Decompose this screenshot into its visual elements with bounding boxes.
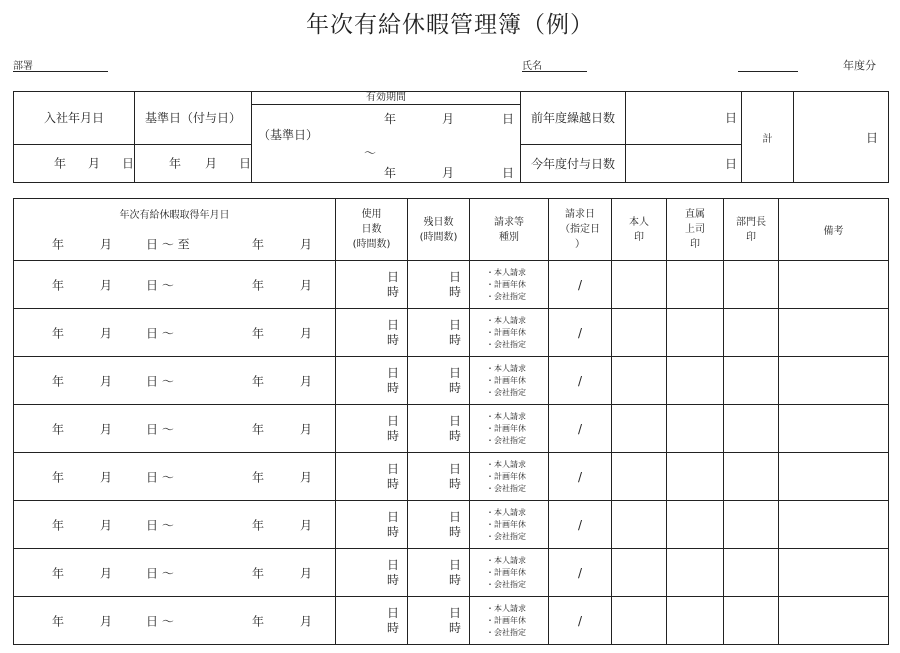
self-seal-cell[interactable] — [612, 453, 667, 501]
leave-date-range[interactable]: 年 月 日 ～ 年 月 — [14, 549, 336, 597]
carryover-value[interactable]: 日 — [626, 92, 742, 145]
hire-date-header: 入社年月日 — [14, 92, 135, 145]
request-date-cell[interactable]: / — [549, 501, 612, 549]
request-type-cell[interactable]: ・本人請求 ・計画年休 ・会社指定 — [470, 597, 549, 645]
valid-to-day: 日 — [502, 166, 515, 180]
request-type-cell[interactable]: ・本人請求 ・計画年休 ・会社指定 — [470, 453, 549, 501]
used-days-cell[interactable]: 日 時 — [336, 309, 408, 357]
supervisor-seal-cell[interactable] — [667, 309, 724, 357]
remarks-header: 備考 — [779, 199, 889, 261]
used-days-cell[interactable]: 日 時 — [336, 453, 408, 501]
leave-record-row — [14, 453, 889, 501]
manager-seal-cell[interactable] — [724, 453, 779, 501]
valid-to-year: 年 — [384, 166, 397, 180]
manager-seal-cell[interactable] — [724, 261, 779, 309]
dept-label: 部署 — [13, 61, 33, 72]
request-date-cell[interactable]: / — [549, 597, 612, 645]
request-type-header: 請求等 種別 — [470, 199, 549, 261]
summary-table — [13, 91, 889, 183]
valid-period-label: 有効期間 — [252, 92, 520, 105]
leave-date-range[interactable]: 年 月 日 ～ 年 月 — [14, 597, 336, 645]
leave-date-range[interactable]: 年 月 日 ～ 年 月 — [14, 501, 336, 549]
used-days-cell[interactable]: 日 時 — [336, 597, 408, 645]
self-seal-cell[interactable] — [612, 357, 667, 405]
remaining-days-cell[interactable]: 日 時 — [408, 261, 470, 309]
leave-record-row — [14, 597, 889, 645]
dept-underline[interactable] — [13, 71, 108, 72]
manager-seal-cell[interactable] — [724, 501, 779, 549]
self-seal-cell[interactable] — [612, 405, 667, 453]
self-seal-cell[interactable] — [612, 597, 667, 645]
carryover-label: 前年度繰越日数 — [521, 92, 626, 145]
valid-from-day: 日 — [502, 112, 515, 126]
self-seal-cell[interactable] — [612, 549, 667, 597]
remarks-cell[interactable] — [779, 453, 889, 501]
granted-label: 今年度付与日数 — [521, 144, 626, 182]
self-seal-cell[interactable] — [612, 309, 667, 357]
remarks-cell[interactable] — [779, 549, 889, 597]
name-label: 氏名 — [522, 61, 542, 72]
remaining-days-cell[interactable]: 日 時 — [408, 597, 470, 645]
supervisor-seal-cell[interactable] — [667, 261, 724, 309]
remarks-cell[interactable] — [779, 261, 889, 309]
granted-value[interactable]: 日 — [626, 144, 742, 182]
period-subheader: 年 月 日 ～ 至 年 月 — [14, 229, 336, 261]
year-underline[interactable] — [738, 71, 798, 72]
manager-seal-cell[interactable] — [724, 309, 779, 357]
year-suffix-label: 年度分 — [843, 59, 876, 72]
valid-from-year: 年 — [384, 112, 397, 126]
supervisor-seal-cell[interactable] — [667, 357, 724, 405]
request-type-cell[interactable]: ・本人請求 ・計画年休 ・会社指定 — [470, 501, 549, 549]
request-date-cell[interactable]: / — [549, 261, 612, 309]
supervisor-seal-cell[interactable] — [667, 597, 724, 645]
leave-record-row — [14, 405, 889, 453]
remarks-cell[interactable] — [779, 501, 889, 549]
valid-to-month: 月 — [442, 166, 455, 180]
leave-record-table — [13, 198, 889, 645]
used-days-cell[interactable]: 日 時 — [336, 405, 408, 453]
remarks-cell[interactable] — [779, 357, 889, 405]
remaining-days-cell[interactable]: 日 時 — [408, 309, 470, 357]
leave-record-row — [14, 357, 889, 405]
used-days-cell[interactable]: 日 時 — [336, 549, 408, 597]
request-type-cell[interactable]: ・本人請求 ・計画年休 ・会社指定 — [470, 405, 549, 453]
supervisor-seal-cell[interactable] — [667, 501, 724, 549]
manager-seal-cell[interactable] — [724, 597, 779, 645]
used-days-cell[interactable]: 日 時 — [336, 501, 408, 549]
remarks-cell[interactable] — [779, 309, 889, 357]
manager-seal-header: 部門長 印 — [724, 199, 779, 261]
leave-date-range[interactable]: 年 月 日 ～ 年 月 — [14, 357, 336, 405]
base-date-header: 基準日（付与日） — [135, 92, 252, 145]
remaining-days-cell[interactable]: 日 時 — [408, 501, 470, 549]
request-date-cell[interactable]: / — [549, 357, 612, 405]
remaining-header: 残日数 (時間数) — [408, 199, 470, 261]
leave-record-row — [14, 501, 889, 549]
page-title: 年次有給休暇管理簿（例） — [306, 12, 594, 38]
remarks-cell[interactable] — [779, 405, 889, 453]
supervisor-seal-cell[interactable] — [667, 549, 724, 597]
supervisor-seal-cell[interactable] — [667, 453, 724, 501]
supervisor-seal-header: 直属 上司 印 — [667, 199, 724, 261]
request-date-cell[interactable]: / — [549, 405, 612, 453]
used-days-cell[interactable]: 日 時 — [336, 357, 408, 405]
base-date-value[interactable]: 年 月 日 — [135, 144, 252, 182]
remaining-days-cell[interactable]: 日 時 — [408, 453, 470, 501]
valid-tilde: ～ — [364, 146, 377, 160]
request-type-cell[interactable]: ・本人請求 ・計画年休 ・会社指定 — [470, 549, 549, 597]
request-type-cell[interactable]: ・本人請求 ・計画年休 ・会社指定 — [470, 309, 549, 357]
leave-record-row — [14, 309, 889, 357]
manager-seal-cell[interactable] — [724, 405, 779, 453]
leave-record-row — [14, 549, 889, 597]
period-header: 年次有給休暇取得年月日 — [14, 199, 336, 229]
request-type-cell[interactable]: ・本人請求 ・計画年休 ・会社指定 — [470, 261, 549, 309]
leave-date-range[interactable]: 年 月 日 ～ 年 月 — [14, 261, 336, 309]
total-value[interactable]: 日 — [794, 92, 889, 183]
self-seal-cell[interactable] — [612, 261, 667, 309]
used-days-cell[interactable]: 日 時 — [336, 261, 408, 309]
hire-date-value[interactable]: 年 月 日 — [14, 144, 135, 182]
base-date-paren: （基準日） — [258, 128, 319, 142]
self-seal-cell[interactable] — [612, 501, 667, 549]
leave-date-range[interactable]: 年 月 日 ～ 年 月 — [14, 405, 336, 453]
valid-from-month: 月 — [442, 112, 455, 126]
request-date-cell[interactable]: / — [549, 453, 612, 501]
remaining-days-cell[interactable]: 日 時 — [408, 549, 470, 597]
self-seal-header: 本人 印 — [612, 199, 667, 261]
request-type-cell[interactable]: ・本人請求 ・計画年休 ・会社指定 — [470, 357, 549, 405]
total-label: 計 — [742, 92, 794, 183]
leave-date-range[interactable]: 年 月 日 ～ 年 月 — [14, 309, 336, 357]
leave-record-row — [14, 261, 889, 309]
leave-date-range[interactable]: 年 月 日 ～ 年 月 — [14, 453, 336, 501]
used-header: 使用 日数 (時間数) — [336, 199, 408, 261]
remaining-days-cell[interactable]: 日 時 — [408, 405, 470, 453]
manager-seal-cell[interactable] — [724, 549, 779, 597]
remarks-cell[interactable] — [779, 597, 889, 645]
name-underline[interactable] — [522, 71, 587, 72]
valid-period-cell — [252, 92, 521, 183]
manager-seal-cell[interactable] — [724, 357, 779, 405]
remaining-days-cell[interactable]: 日 時 — [408, 357, 470, 405]
request-date-cell[interactable]: / — [549, 549, 612, 597]
supervisor-seal-cell[interactable] — [667, 405, 724, 453]
request-date-cell[interactable]: / — [549, 309, 612, 357]
request-date-header: 請求日 （指定日 ） — [549, 199, 612, 261]
